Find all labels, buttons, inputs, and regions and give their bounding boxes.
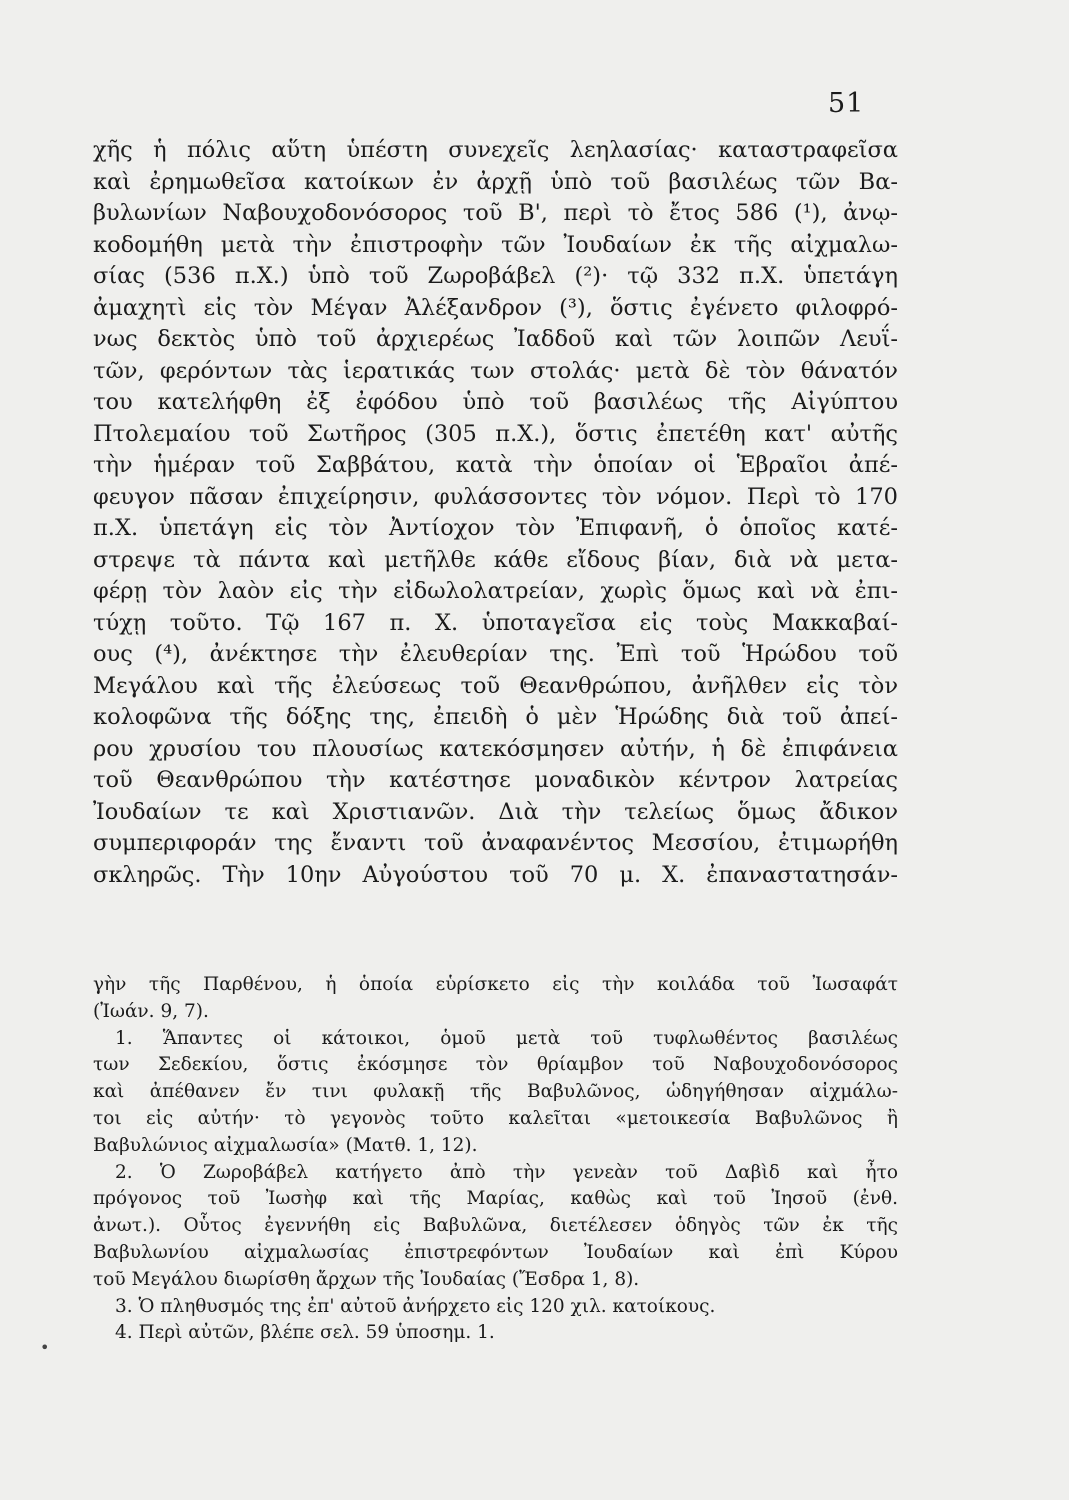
body-line: ρου χρυσίου του πλουσίως κατεκόσμησεν αὐτήν, ἡ δὲ ἐπιφάνεια xyxy=(93,735,898,762)
body-line: τῶν, φερόντων τὰς ἱερατικάς των στολάς· μετὰ δὲ τὸν θάνατόν xyxy=(93,357,898,384)
body-line: τὴν ἡμέραν τοῦ Σαββάτου, κατὰ τὴν ὁποίαν οἱ Ἑβραῖοι ἀπέ- xyxy=(93,452,898,478)
body-line: Ἰουδαίων τε καὶ Χριστιανῶν. Διὰ τὴν τελείως ὅμως ἄδικον xyxy=(93,798,898,825)
footnote-line: των Σεδεκίου, ὅστις ἐκόσμησε τὸν θρίαμβον τοῦ Ναβουχοδονόσορος xyxy=(93,1054,898,1076)
body-line: τοῦ Θεανθρώπου τὴν κατέστησε μοναδικὸν κέντρον λατρείας xyxy=(93,767,898,793)
footnote-line: τοῦ Μεγάλου διωρίσθη ἄρχων τῆς Ἰουδαίας (Ἔσδρα 1, 8). xyxy=(93,1268,640,1290)
body-line: σκληρῶς. Τὴν 10ην Αὐγούστου τοῦ 70 μ. Χ. ἐπαναστατησάν- xyxy=(93,861,898,888)
body-line: συμπεριφοράν της ἔναντι τοῦ ἀναφανέντος Μεσσίου, ἐτιμωρήθη xyxy=(93,830,898,856)
body-text xyxy=(93,135,898,891)
footnote-line: πρόγονος τοῦ Ἰωσὴφ καὶ τῆς Μαρίας, καθὼς καὶ τοῦ Ἰησοῦ (ἐνθ. xyxy=(93,1188,898,1210)
page-number: 51 xyxy=(828,88,865,119)
body-line: τύχῃ τοῦτο. Τῷ 167 π. Χ. ὑποταγεῖσα εἰς τοὺς Μακκαβαί- xyxy=(93,609,898,636)
bullet-mark: • xyxy=(40,1338,50,1357)
body-line: χῆς ἡ πόλις αὕτη ὑπέστη συνεχεῖς λεηλασίας· καταστραφεῖσα xyxy=(93,137,898,163)
body-line: Μεγάλου καὶ τῆς ἐλεύσεως τοῦ Θεανθρώπου, ἀνῆλθεν εἰς τὸν xyxy=(93,672,898,699)
footnote-line: ἀνωτ.). Οὗτος ἐγεννήθη εἰς Βαβυλῶνα, διετέλεσεν ὁδηγὸς τῶν ἐκ τῆς xyxy=(93,1215,898,1237)
body-line: σίας (536 π.Χ.) ὑπὸ τοῦ Ζωροβάβελ (²)· τῷ 332 π.Χ. ὑπετάγη xyxy=(93,263,898,289)
footnote-line: Βαβυλωνίου αἰχμαλωσίας ἐπιστρεφόντων Ἰουδαίων καὶ ἐπὶ Κύρου xyxy=(93,1241,898,1263)
footnote-line: καὶ ἀπέθανεν ἔν τινι φυλακῇ τῆς Βαβυλῶνος, ὡδηγήθησαν αἰχμάλω- xyxy=(93,1081,898,1103)
footnote-line: Βαβυλώνιος αἰχμαλωσία» (Ματθ. 1, 12). xyxy=(93,1134,478,1156)
footnote-line: τοι εἰς αὐτήν· τὸ γεγονὸς τοῦτο καλεῖται «μετοικεσία Βαβυλῶνος ἢ xyxy=(93,1107,898,1129)
footnote-1: 1. Ἅπαντες οἱ κάτοικοι, ὁμοῦ μετὰ τοῦ τυφλωθέντος βασιλέως xyxy=(115,1027,898,1049)
footnote-3: 3. Ὁ πληθυσμός της ἐπ' αὐτοῦ ἀνήρχετο εἰς 120 χιλ. κατοίκους. xyxy=(115,1295,716,1317)
body-line: κολοφῶνα τῆς δόξης της, ἐπειδὴ ὁ μὲν Ἡρώδης διὰ τοῦ ἀπεί- xyxy=(93,704,898,730)
body-line: νως δεκτὸς ὑπὸ τοῦ ἀρχιερέως Ἰαδδοῦ καὶ τῶν λοιπῶν Λευΐ- xyxy=(93,326,898,352)
body-line: φέρῃ τὸν λαὸν εἰς τὴν εἰδωλολατρείαν, χωρὶς ὅμως καὶ νὰ ἐπι- xyxy=(93,578,898,604)
body-line: καὶ ἐρημωθεῖσα κατοίκων ἐν ἀρχῇ ὑπὸ τοῦ βασιλέως τῶν Βα- xyxy=(93,168,898,195)
footnote-2: 2. Ὁ Ζωροβάβελ κατήγετο ἀπὸ τὴν γενεὰν τοῦ Δαβὶδ καὶ ἦτο xyxy=(115,1161,898,1183)
body-line: π.Χ. ὑπετάγη εἰς τὸν Ἀντίοχον τὸν Ἐπιφανῆ, ὁ ὁποῖος κατέ- xyxy=(93,515,898,541)
body-line: φευγον πᾶσαν ἐπιχείρησιν, φυλάσσοντες τὸν νόμον. Περὶ τὸ 170 xyxy=(93,483,898,510)
footnote-line: γὴν τῆς Παρθένου, ἡ ὁποία εὑρίσκετο εἰς τὴν κοιλάδα τοῦ Ἰωσαφάτ xyxy=(93,974,898,995)
body-line: στρεψε τὰ πάντα καὶ μετῆλθε κάθε εἴδους βίαν, διὰ νὰ μετα- xyxy=(93,546,898,573)
body-line: του κατελήφθη ἐξ ἐφόδου ὑπὸ τοῦ βασιλέως τῆς Αἰγύπτου xyxy=(93,389,898,415)
footnote-line: (Ἰωάν. 9, 7). xyxy=(93,1000,209,1022)
body-line: κοδομήθη μετὰ τὴν ἐπιστροφὴν τῶν Ἰουδαίων ἐκ τῆς αἰχμαλω- xyxy=(93,231,898,258)
footnotes xyxy=(93,972,898,1347)
footnote-4: 4. Περὶ αὐτῶν, βλέπε σελ. 59 ὑποσημ. 1. xyxy=(115,1322,495,1344)
body-line: ἀμαχητὶ εἰς τὸν Μέγαν Ἀλέξανδρον (³), ὅστις ἐγένετο φιλοφρό- xyxy=(93,294,898,321)
body-line: βυλωνίων Ναβουχοδονόσορος τοῦ Β', περὶ τὸ ἔτος 586 (¹), ἀνῳ- xyxy=(93,200,898,226)
body-line: ους (⁴), ἀνέκτησε τὴν ἐλευθερίαν της. Ἐπὶ τοῦ Ἡρώδου τοῦ xyxy=(93,641,898,667)
body-line: Πτολεμαίου τοῦ Σωτῆρος (305 π.Χ.), ὅστις ἐπετέθη κατ' αὐτῆς xyxy=(93,420,898,447)
